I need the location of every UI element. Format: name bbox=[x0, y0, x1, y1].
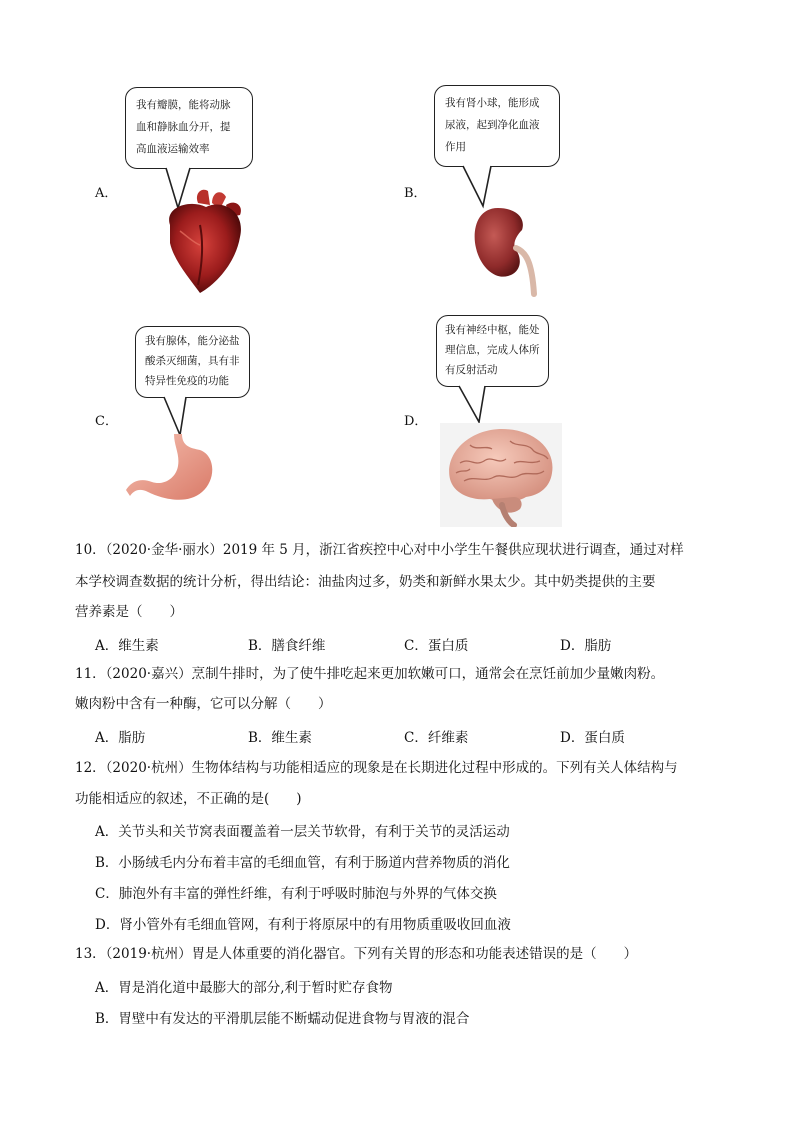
stomach-icon bbox=[120, 432, 220, 512]
question-13-option-a: A．胃是消化道中最膨大的部分,利于暂时贮存食物 bbox=[95, 980, 393, 996]
question-12-line: 12．（2020·杭州）生物体结构与功能相适应的现象是在长期进化过程中形成的。下列有关人体结构与 bbox=[75, 760, 678, 776]
question-13-line: 13．（2019·杭州）胃是人体重要的消化器官。下列有关胃的形态和功能表述错误的是（ ） bbox=[75, 946, 638, 962]
bubble-line: 理信息，完成人体所 bbox=[445, 344, 540, 356]
bubble-line: 有反射活动 bbox=[445, 364, 498, 376]
question-11-option-c: C．纤维素 bbox=[404, 730, 469, 746]
image-option-a-label: A． bbox=[95, 186, 118, 201]
question-11-line: 11．（2020·嘉兴）烹制牛排时，为了使牛排吃起来更加软嫩可口，通常会在烹饪前加少量嫩肉粉。 bbox=[75, 666, 665, 682]
bubble-line: 血和静脉血分开，提 bbox=[136, 121, 231, 133]
speech-bubble-heart bbox=[125, 87, 253, 169]
bubble-tail bbox=[455, 384, 495, 426]
bubble-line: 我有肾小球，能形成 bbox=[445, 97, 540, 109]
question-10-line: 营养素是（ ） bbox=[75, 604, 183, 620]
question-12-line: 功能相适应的叙述，不正确的是( ) bbox=[75, 791, 302, 807]
bubble-line: 高血液运输效率 bbox=[136, 143, 210, 155]
image-option-b-label: B． bbox=[404, 186, 427, 201]
question-11-option-a: A．脂肪 bbox=[95, 730, 146, 746]
question-10-option-c: C．蛋白质 bbox=[404, 638, 469, 654]
brain-icon bbox=[440, 423, 562, 527]
bubble-line: 我有神经中枢，能处 bbox=[445, 324, 540, 336]
image-option-d-label: D． bbox=[404, 414, 428, 429]
question-12-option-b: B．小肠绒毛内分布着丰富的毛细血管，有利于肠道内营养物质的消化 bbox=[95, 855, 510, 871]
bubble-line: 特异性免疫的功能 bbox=[145, 375, 229, 387]
heart-icon bbox=[160, 185, 250, 297]
question-10-option-b: B．膳食纤维 bbox=[248, 638, 326, 654]
question-10-line: 本学校调查数据的统计分析，得出结论：油盐肉过多，奶类和新鲜水果太少。其中奶类提供的主要 bbox=[75, 574, 656, 590]
question-12-option-d: D．肾小管外有毛细血管网，有利于将原尿中的有用物质重吸收回血液 bbox=[95, 917, 511, 933]
bubble-line: 作用 bbox=[445, 141, 466, 153]
question-11-option-b: B．维生素 bbox=[248, 730, 312, 746]
question-11-option-d: D．蛋白质 bbox=[560, 730, 625, 746]
question-10-option-d: D．脂肪 bbox=[560, 638, 612, 654]
question-10-line: 10．（2020·金华·丽水）2019 年 5 月，浙江省疾控中心对中小学生午餐供应现状进行调查，通过对样 bbox=[75, 542, 684, 558]
question-11-line: 嫩肉粉中含有一种酶，它可以分解（ ） bbox=[75, 696, 332, 712]
bubble-line: 尿液，起到净化血液 bbox=[445, 119, 540, 131]
question-12-option-a: A．关节头和关节窝表面覆盖着一层关节软骨，有利于关节的灵活运动 bbox=[95, 824, 510, 840]
speech-bubble-brain bbox=[436, 315, 549, 387]
speech-bubble-stomach bbox=[135, 326, 250, 398]
kidney-icon bbox=[470, 204, 550, 298]
bubble-line: 我有瓣膜，能将动脉 bbox=[136, 99, 231, 111]
speech-bubble-kidney bbox=[434, 85, 560, 167]
image-option-c-label: C． bbox=[95, 414, 118, 429]
question-10-option-a: A．维生素 bbox=[95, 638, 159, 654]
bubble-line: 酸杀灭细菌，具有非 bbox=[145, 355, 240, 367]
question-12-option-c: C．肺泡外有丰富的弹性纤维，有利于呼吸时肺泡与外界的气体交换 bbox=[95, 886, 497, 902]
bubble-line: 我有腺体，能分泌盐 bbox=[145, 335, 240, 347]
question-13-option-b: B．胃壁中有发达的平滑肌层能不断蠕动促进食物与胃液的混合 bbox=[95, 1011, 470, 1027]
